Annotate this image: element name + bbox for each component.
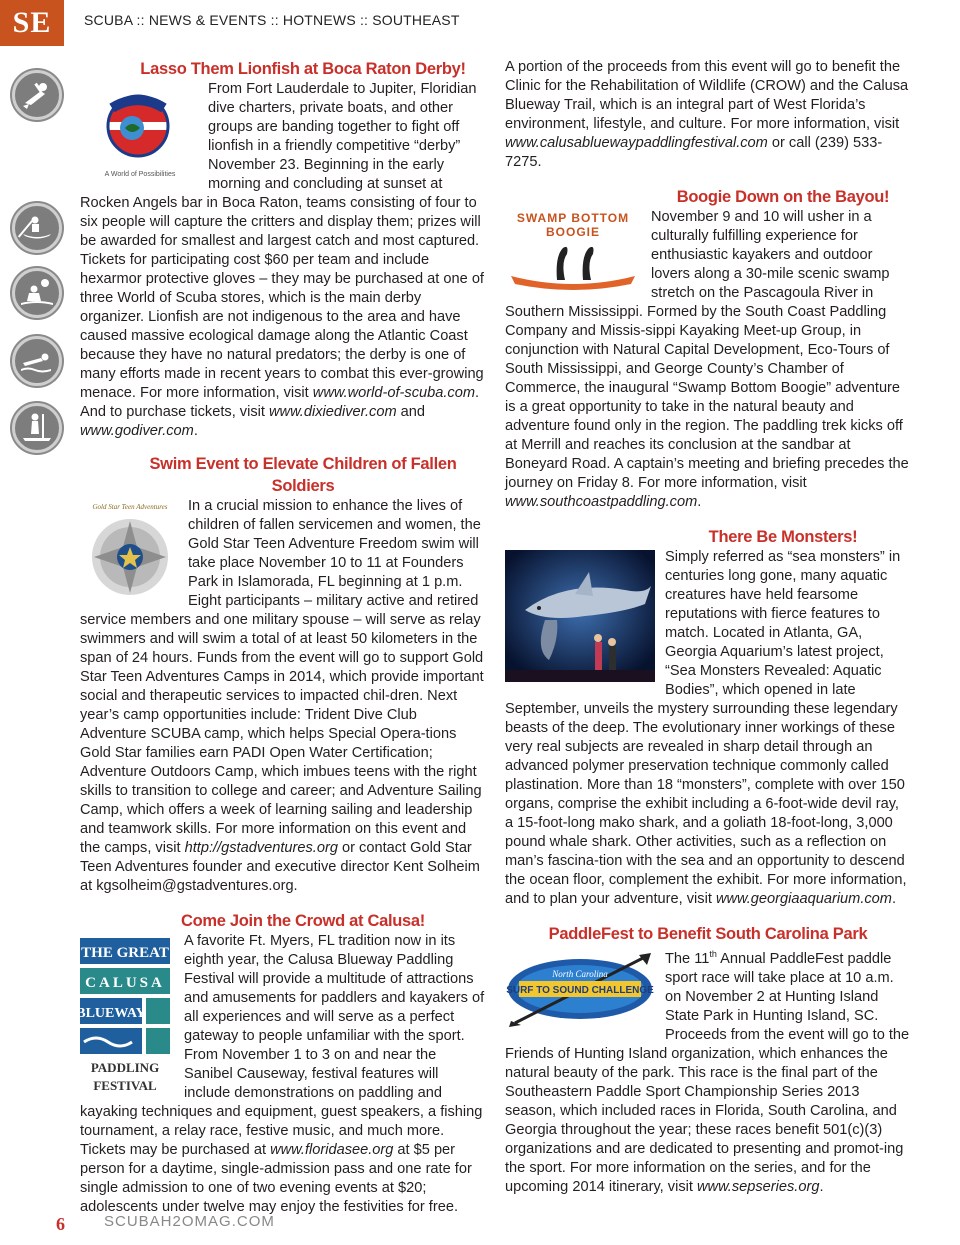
world-of-scuba-tagline: A World of Possibilities	[104, 171, 176, 178]
swamp-logo-text-top: SWAMP BOTTOM	[516, 211, 630, 225]
sea-monsters-exhibit-photo	[505, 550, 655, 682]
paddleboarder-icon	[12, 403, 62, 453]
footer-site-url[interactable]: SCUBAH2OMAG.COM	[104, 1213, 275, 1230]
link-floridasee[interactable]: www.floridasee.org	[270, 1142, 394, 1158]
calusa-logo-line-2: CALUSA	[85, 975, 165, 991]
page-number: 6	[56, 1214, 65, 1234]
section-badge: SE	[0, 0, 64, 46]
calusa-logo-line-1: THE GREAT	[81, 945, 169, 961]
swimmer-icon	[12, 336, 62, 386]
headline-swim-event: Swim Event to Elevate Children of Fallen Soldiers	[149, 455, 457, 495]
breadcrumb[interactable]: SCUBA :: NEWS & EVENTS :: HOTNEWS :: SOUTHEAST	[84, 12, 460, 28]
link-godiver[interactable]: www.godiver.com	[80, 423, 194, 439]
link-dixiediver[interactable]: www.dixiediver.com	[269, 404, 397, 420]
article-swim-body: In a crucial mission to enhance the lives of children of fallen servicemen and women, the Gold Star Teen Adventure Freedom swim will take place November 10 to 11 at Founders Park in Islamorada, FL beginning at 1 p.m. Eight participants – military active and retired service members and one military spouse – will serve as relay swimmers and will swim a total of at least 50 kilometers in the span of 24 hours. Funds from the event will go to support Gold Star Teen Adventures Camps in 2014, which provide important social and therapeutic services to impacted chil-dren. Next year’s camp opportunities include: Trident Dive Club Adventure SCUBA camp, which helps Special Opera-tions Gold Star families earn PADI Open Water Certification; Adventure Outdoors Camp, which imbues teens with the right skills to transition to college and career; and Adventure Sailing Camp, which offers a week of learning sailing and leadership and teamwork skills. For more information on this event and the camps, visit http://gstadventures.org or contact Gold Star Teen Adventures founder and executive director Kent Solheim at kgsolheim@gstadventures.org.	[80, 498, 484, 894]
kayaker-icon	[12, 203, 62, 253]
scuba-diver-icon	[12, 70, 62, 120]
right-column	[505, 58, 911, 1197]
world-of-scuba-logo	[80, 82, 200, 182]
article-bayou-body: November 9 and 10 will usher in a culturally fulfilling experience for enthusiastic kayakers and outdoor lovers along a 30-mile scenic swamp stretch on the Pascagoula River in Southern Mississippi. Formed by the South Coast Paddling Company and Missis-sippi Kayaking Meet-up Group, in conjunction with Natural Capital Development, Eco-Tours of South Mississippi, and George County’s Chamber of Commerce, the inaugural “Swamp Bottom Boogie” adventure is a great opportunity to take in the natural beauty and adventure found only in the region. The paddling trek kicks off at Merrill and reaches its conclusion at the sandbar at Boneyard Road. A captain’s meeting and briefing precedes the journey on Friday 8. For more information, visit www.southcoastpaddling.com.	[505, 209, 909, 510]
headline-paddlefest: PaddleFest to Benefit South Carolina Park	[548, 925, 868, 943]
link-calusa-festival[interactable]: www.calusabluewaypaddlingfestival.com	[505, 135, 768, 151]
water-polo-icon	[12, 268, 62, 318]
surf-logo-text-main: SURF TO SOUND CHALLENGE	[506, 985, 654, 996]
headline-monsters: There Be Monsters!	[708, 528, 858, 546]
calusa-logo-line-4: PADDLING	[90, 1060, 160, 1075]
link-world-of-scuba[interactable]: www.world-of-scuba.com	[312, 385, 475, 401]
calusa-logo-line-5: FESTIVAL	[93, 1078, 157, 1093]
left-column	[80, 58, 486, 1217]
headline-lionfish: Lasso Them Lionfish at Boca Raton Derby!	[140, 60, 466, 78]
calusa-blueway-logo	[80, 938, 174, 1098]
surf-logo-text-top: North Carolina	[552, 969, 608, 979]
swamp-bottom-boogie-logo	[505, 210, 641, 290]
surf-to-sound-challenge-logo	[505, 951, 655, 1027]
article-calusa-continued: A portion of the proceeds from this event will go to benefit the Clinic for the Rehabilitation of Wildlife (CROW) and the Calusa Blueway Trail, which is an integral part of West Florida’s environment, lifestyle, and culture. For more information, visit www.calusabluewaypaddlingfestival.com or call (239) 533-7275.	[505, 59, 909, 170]
article-monsters-body: Simply referred as “sea monsters” in centuries long gone, many aquatic creatures have held fearsome reputations with fierce features to match. Located in Atlanta, GA, Georgia Aquarium’s latest project, “Sea Monsters Revealed: Aquatic Bodies”, which opened in late September, unveils the mystery surrounding these legendary beasts of the deep. The evolutionary inner workings of these very real subjects are revealed in sharp detail through an advanced polymer preservation technique commonly called plastination. More than 18 “monsters”, complete with over 150 organs, comprise the exhibit including a 6-foot-wide devil ray, a 15-foot-long mako shark, and a goliath 18-foot-long, 3,000 pound whale shark. Other activities, such as a reflection on man’s fascina-tion with the sea and an opportunity to descend the ocean floor, complement the exhibit. For more information, and to plan your adventure, visit www.georgiaaquarium.com.	[505, 549, 907, 907]
link-southcoastpaddling[interactable]: www.southcoastpaddling.com	[505, 494, 698, 510]
article-lionfish-body: From Fort Lauderdale to Jupiter, Floridian dive charters, private boats, and other groups are banding together to fight off lionfish in a friendly competitive “derby” November 23. Beginning in the early morning and concluding at sunset at Rocken Angels bar in Boca Raton, teams consisting of four to six people will capture the critters and display them; prizes will be awarded for smallest and largest catch and most captured. Tickets for participating cost $60 per team and include hexarmor protective gloves – they may be purchased at one of three World of Scuba stores, which is the main derby organizer. Lionfish are not indigenous to the area and have caused massive ecological damage along the Atlantic Coast because they have no natural predators; the derby is one of many efforts made in recent years to combat this ever-growing menace. For more information, visit www.world-of-scuba.com. And to purchase tickets, visit www.dixiediver.com and www.godiver.com.	[80, 81, 484, 439]
article-paddlefest-body: The 11th Annual PaddleFest paddle sport race will take place at 10 a.m. on November 2 at Hunting Island State Park in Hunting Island, SC. Proceeds from the event will go to the Friends of Hunting Island organization, which enhances the natural beauty of the park. This race is the final part of the Southeastern Paddle Sport Championship Series 2013 season, which included races in Florida, South Carolina, and Georgia throughout the year; these races benefit 501(c)(3) organizations and are dedicated to presenting and promot-ing the sport. For more information on the series, and for the upcoming 2014 itinerary, visit www.sepseries.org.	[505, 949, 910, 1195]
link-georgiaaquarium[interactable]: www.georgiaaquarium.com	[715, 891, 892, 907]
calusa-logo-line-3: BLUEWAY	[80, 1006, 146, 1021]
gold-star-teen-adventures-logo	[80, 499, 180, 611]
article-calusa-body: A favorite Ft. Myers, FL tradition now in its eighth year, the Calusa Blueway Paddling Festival will provide a multitude of attractions and amusements for paddlers and kayakers of all experiences and will serve as a perfect gateway to people unfamiliar with the sport. From November 1 to 3 on and near the Sanibel Causeway, festival features will include demonstrations on paddling and kayaking techniques and equipment, guest speakers, a fishing tournament, a relay race, festive music, and much more. Tickets may be purchased at www.floridasee.org at $5 per person for a daytime, single-admission pass and one rate for single admission to one of two evening events at $20; adolescents under twelve may enjoy the festivities for free.	[80, 933, 485, 1215]
swamp-logo-text-bottom: BOOGIE	[545, 225, 601, 239]
headline-bayou: Boogie Down on the Bayou!	[676, 188, 890, 206]
link-sepseries[interactable]: www.sepseries.org	[696, 1178, 820, 1195]
link-gstadventures[interactable]: http://gstadventures.org	[184, 840, 338, 856]
gold-star-logo-text: Gold Star Teen Adventures	[92, 503, 168, 511]
headline-calusa: Come Join the Crowd at Calusa!	[180, 912, 426, 930]
